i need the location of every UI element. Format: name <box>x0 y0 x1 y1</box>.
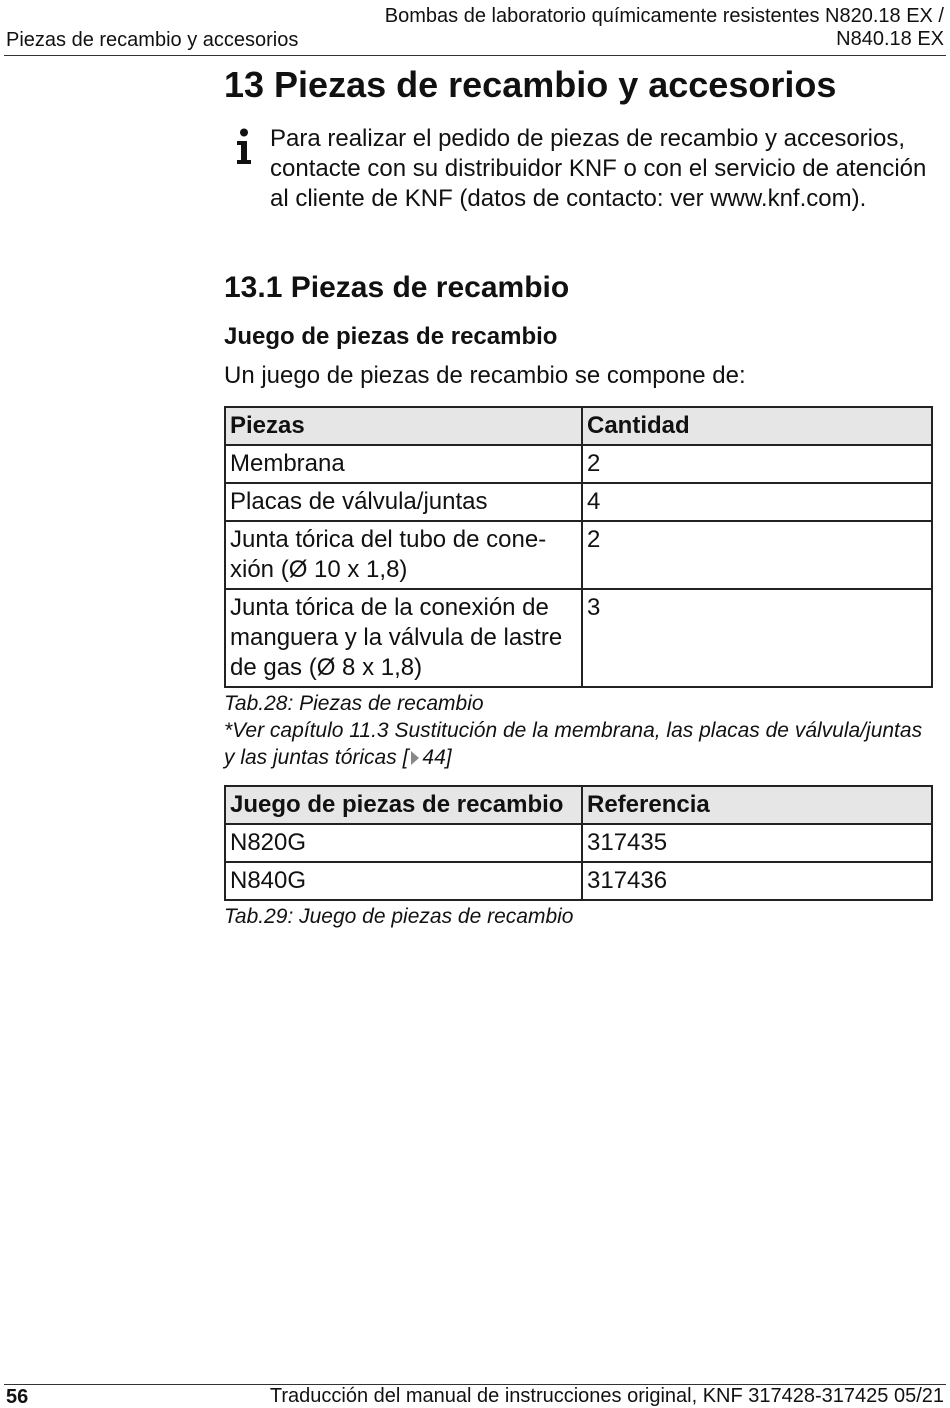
quantity-cell: 3 <box>582 589 932 687</box>
chapter-title: 13 Piezas de recambio y accesorios <box>224 64 837 105</box>
kit-name-cell: N840G <box>225 862 582 900</box>
page-reference-link[interactable]: 44 <box>422 746 446 769</box>
page-reference-arrow-icon <box>411 751 419 765</box>
running-header-product-line: N840.18 EX <box>836 28 944 50</box>
column-header-parts: Piezas <box>225 407 582 445</box>
part-name-cell: Membrana <box>225 445 582 483</box>
column-header-quantity: Cantidad <box>582 407 932 445</box>
table-row <box>225 862 932 900</box>
column-header-kit: Juego de piezas de recambio <box>225 786 582 824</box>
intro-text: Un juego de piezas de recambio se compone de: <box>224 362 746 389</box>
footnote-text: *Ver capítulo 11.3 Sustitución de la membrana, las placas de válvula/juntas y las juntas tóricas [ <box>224 719 923 769</box>
section-title: 13.1 Piezas de recambio <box>224 271 570 304</box>
running-header-product-line: Bombas de laboratorio químicamente resistentes N820.18 EX / <box>384 5 944 27</box>
spare-part-kits-table <box>224 785 933 901</box>
subsection-title: Juego de piezas de recambio <box>224 323 558 350</box>
table-row <box>225 589 932 687</box>
part-name-cell: Placas de válvula/juntas <box>225 483 582 521</box>
part-name-cell: Junta tórica de la conexión de manguera y la válvula de lastre de gas (Ø 8 x 1,8) <box>225 589 582 687</box>
quantity-cell: 4 <box>582 483 932 521</box>
spare-parts-table <box>224 406 933 688</box>
table-caption: Tab.29: Juego de piezas de recambio <box>224 905 574 928</box>
table-row <box>225 483 932 521</box>
table-row <box>225 445 932 483</box>
footnote <box>224 717 936 771</box>
table-header-row <box>225 407 932 445</box>
page-number: 56 <box>6 1386 29 1408</box>
kit-name-cell: N820G <box>225 824 582 862</box>
reference-cell: 317436 <box>582 862 932 900</box>
quantity-cell: 2 <box>582 445 932 483</box>
page-content <box>224 56 936 930</box>
column-header-reference: Referencia <box>582 786 932 824</box>
running-header-product <box>344 5 944 51</box>
info-note <box>224 124 936 214</box>
table-row <box>225 824 932 862</box>
table-row <box>225 521 932 589</box>
reference-cell: 317435 <box>582 824 932 862</box>
table-caption: Tab.28: Piezas de recambio <box>224 692 484 715</box>
table-header-row <box>225 786 932 824</box>
info-icon <box>235 128 253 166</box>
footnote-closing: ] <box>445 746 452 769</box>
footer-text: Traducción del manual de instrucciones original, KNF 317428-317425 05/21 <box>269 1385 944 1407</box>
running-header-section: Piezas de recambio y accesorios <box>6 29 299 51</box>
quantity-cell: 2 <box>582 521 932 589</box>
info-text: Para realizar el pedido de piezas de recambio y accesorios, contacte con su distribuidor KNF o con el servicio de atención al cliente de KNF (datos de contacto: ver www.knf.com). <box>270 125 927 212</box>
part-name-cell: Junta tórica del tubo de conexión (Ø 10 x 1,8) <box>225 521 582 589</box>
